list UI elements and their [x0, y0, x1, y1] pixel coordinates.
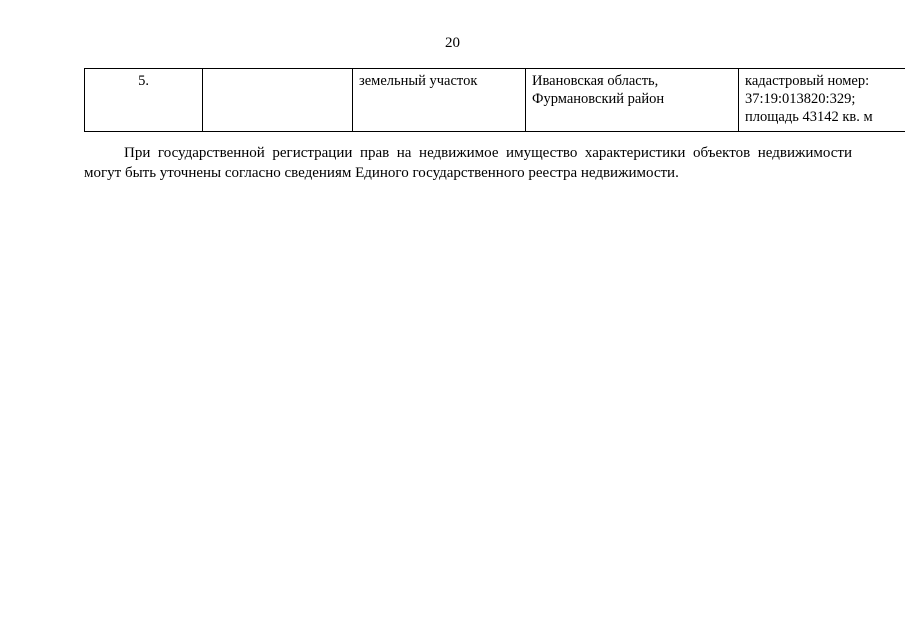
table-body	[85, 69, 905, 132]
page-number: 20	[445, 35, 460, 51]
body-paragraph	[84, 144, 852, 183]
details-line-2: 37:19:013820:329;	[745, 91, 856, 107]
location-line-2: Фурмановский район	[532, 91, 665, 107]
objects-table	[84, 68, 905, 132]
cell-blank	[203, 69, 353, 132]
cell-location	[526, 69, 739, 132]
cell-number: 5.	[85, 69, 203, 132]
paragraph-line-2: могут быть уточнены согласно сведениям Единого государственного реестра недвижимости.	[84, 164, 679, 181]
table-row	[85, 69, 905, 132]
paragraph-line-1	[84, 144, 852, 164]
details-line-1: кадастровый номер:	[745, 73, 870, 89]
location-line-1: Ивановская область,	[532, 73, 659, 89]
paragraph-line-1-text: При государственной регистрации прав на недвижимое имущество характеристики объектов недвижимости	[124, 145, 852, 161]
cell-object-type: земельный участок	[353, 69, 526, 132]
cell-cadastral-details	[739, 69, 905, 132]
details-line-3: площадь 43142 кв. м	[745, 109, 873, 125]
